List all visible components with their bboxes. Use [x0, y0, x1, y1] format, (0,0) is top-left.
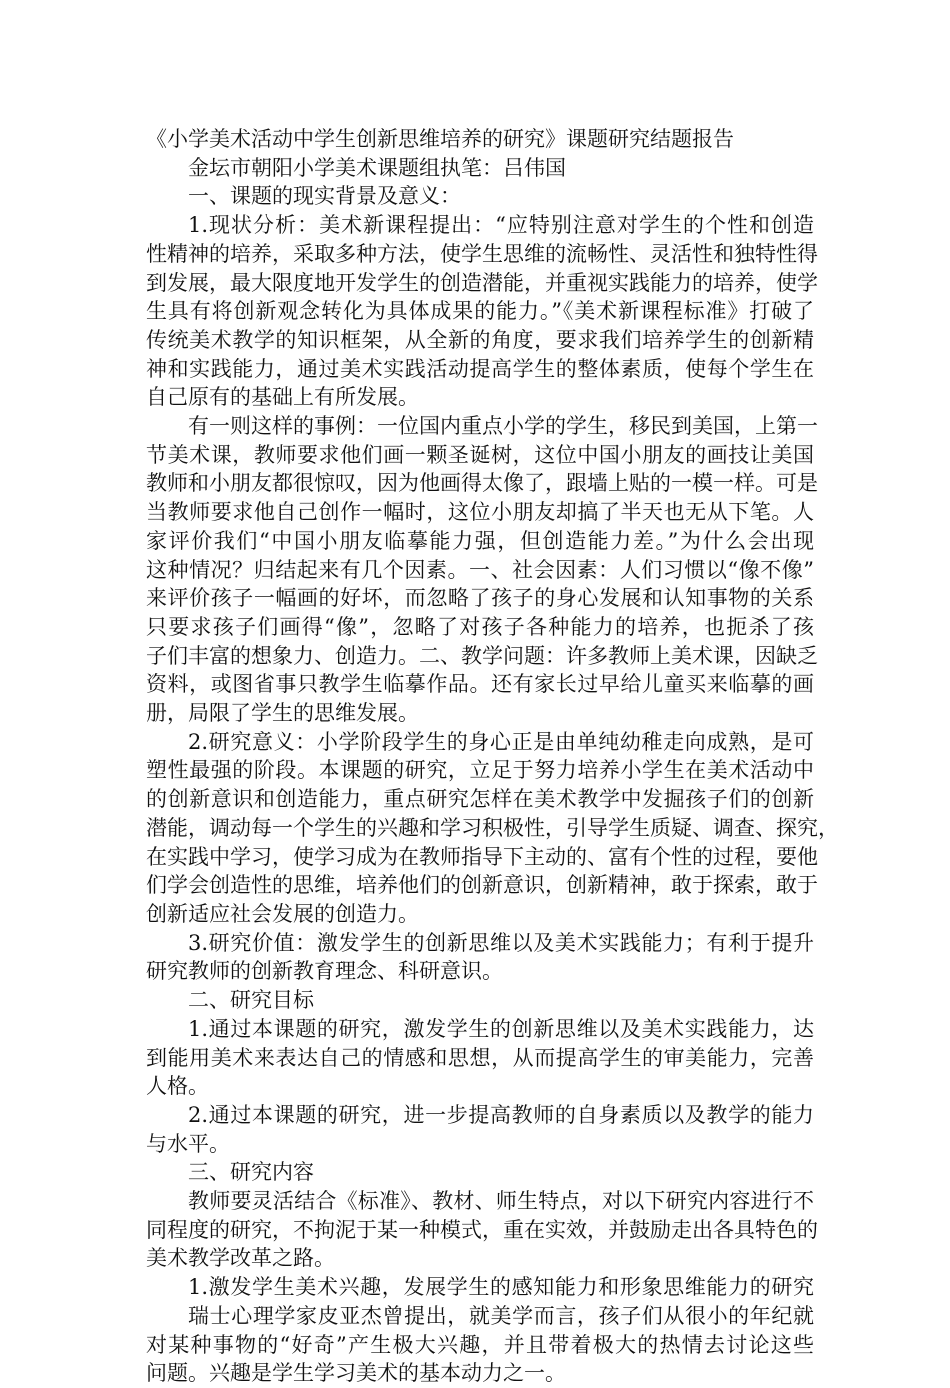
text-line: 教师要灵活结合《标准》、教材、师生特点，对以下研究内容进行不	[188, 1189, 814, 1214]
text-line: 1.现状分析：美术新课程提出：“应特别注意对学生的个性和创造	[188, 213, 814, 238]
text-line: 资料，或图省事只教学生临摹作品。还有家长过早给儿童买来临摹的画	[146, 672, 814, 697]
text-line: 金坛市朝阳小学美术课题组执笔：吕伟国	[188, 155, 566, 180]
text-line: 传统美术教学的知识框架，从全新的角度，要求我们培养学生的创新精	[146, 327, 814, 352]
text-line: 1.通过本课题的研究，激发学生的创新思维以及美术实践能力，达	[188, 1016, 814, 1041]
text-line: 只要求孩子们画得“像”，忽略了对孩子各种能力的培养，也扼杀了孩	[146, 614, 814, 639]
text-line: 研究教师的创新教育理念、科研意识。	[146, 959, 503, 984]
text-line: 同程度的研究，不拘泥于某一种模式，重在实效，并鼓励走出各具特色的	[146, 1217, 818, 1242]
text-line: 1.激发学生美术兴趣，发展学生的感知能力和形象思维能力的研究	[188, 1275, 814, 1300]
text-line: 的创新意识和创造能力，重点研究怎样在美术教学中发掘孩子们的创新	[146, 787, 814, 812]
text-line: 生具有将创新观念转化为具体成果的能力。”《美术新课程标准》打破了	[146, 299, 814, 324]
text-line: 神和实践能力，通过美术实践活动提高学生的整体素质，使每个学生在	[146, 356, 814, 381]
text-line: 家评价我们“中国小朋友临摹能力强，但创造能力差。”为什么会出现	[146, 528, 814, 553]
text-line: 当教师要求他自己创作一幅时，这位小朋友却搞了半天也无从下笔。人	[146, 500, 814, 525]
text-line: 美术教学改革之路。	[146, 1246, 335, 1271]
text-line: 在实践中学习，使学习成为在教师指导下主动的、富有个性的过程，要他	[146, 844, 818, 869]
text-line: 二、研究目标	[188, 988, 314, 1013]
text-line: 一、课题的现实背景及意义：	[188, 184, 461, 209]
text-line: 瑞士心理学家皮亚杰曾提出，就美学而言，孩子们从很小的年纪就	[188, 1303, 814, 1328]
text-line: 3.研究价值：激发学生的创新思维以及美术实践能力；有利于提升	[188, 930, 814, 955]
text-line: 到能用美术来表达自己的情感和思想，从而提高学生的审美能力，完善	[146, 1045, 814, 1070]
text-line: 教师和小朋友都很惊叹，因为他画得太像了，跟墙上贴的一模一样。可是	[146, 471, 818, 496]
text-line: 来评价孩子一幅画的好坏，而忽略了孩子的身心发展和认知事物的关系	[146, 586, 814, 611]
text-line: 三、研究内容	[188, 1160, 314, 1185]
text-line: 性精神的培养，采取多种方法，使学生思维的流畅性、灵活性和独特性得	[146, 241, 818, 266]
text-line: 2.通过本课题的研究，进一步提高教师的自身素质以及教学的能力	[188, 1102, 814, 1127]
text-line: 问题。兴趣是学生学习美术的基本动力之一。	[146, 1361, 566, 1386]
document-title: 《小学美术活动中学生创新思维培养的研究》课题研究结题报告	[146, 127, 734, 151]
text-line: 这种情况？归结起来有几个因素。一、社会因素：人们习惯以“像不像”	[146, 557, 814, 582]
text-line: 们学会创造性的思维，培养他们的创新意识，创新精神，敢于探索，敢于	[146, 873, 818, 898]
text-line: 2.研究意义：小学阶段学生的身心正是由单纯幼稚走向成熟，是可	[188, 729, 814, 754]
text-line: 创新适应社会发展的创造力。	[146, 901, 419, 926]
text-line: 到发展，最大限度地开发学生的创造潜能，并重视实践能力的培养，使学	[146, 270, 818, 295]
text-line: 自己原有的基础上有所发展。	[146, 385, 419, 410]
text-line: 与水平。	[146, 1131, 230, 1156]
text-line: 潜能，调动每一个学生的兴趣和学习积极性，引导学生质疑、调查、探究，	[146, 815, 839, 840]
text-line: 人格。	[146, 1074, 209, 1099]
document-body	[146, 125, 839, 1388]
text-line: 子们丰富的想象力、创造力。二、教学问题：许多教师上美术课，因缺乏	[146, 643, 818, 668]
text-line: 塑性最强的阶段。本课题的研究，立足于努力培养小学生在美术活动中	[146, 758, 814, 783]
text-line: 有一则这样的事例：一位国内重点小学的学生，移民到美国，上第一	[188, 414, 818, 439]
text-line: 节美术课，教师要求他们画一颗圣诞树，这位中国小朋友的画技让美国	[146, 442, 814, 467]
text-line: 册，局限了学生的思维发展。	[146, 701, 419, 726]
text-line: 对某种事物的“好奇”产生极大兴趣，并且带着极大的热情去讨论这些	[146, 1332, 814, 1357]
